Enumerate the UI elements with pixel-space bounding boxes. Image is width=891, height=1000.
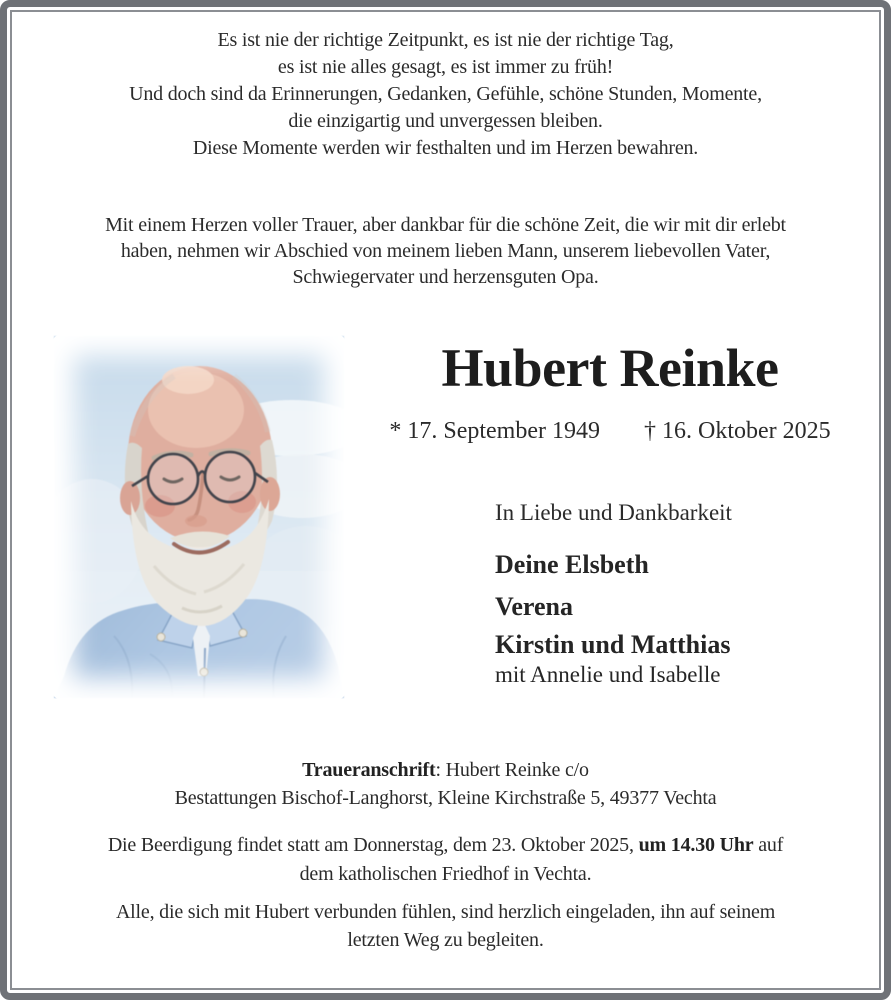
address-name: : Hubert Reinke c/o: [435, 759, 589, 781]
memorial-verse: [0, 27, 891, 162]
farewell-line: haben, nehmen wir Abschied von meinem lieben Mann, unserem liebevollen Vater,: [120, 240, 771, 262]
funeral-time: um 14.30 Uhr: [638, 834, 754, 856]
farewell-paragraph: [0, 212, 891, 290]
verse-line: Und doch sind da Erinnerungen, Gedanken, Gefühle, schöne Stunden, Momente,: [129, 83, 762, 105]
dedication-text: In Liebe und Dankbarkeit: [495, 500, 732, 525]
farewell-line: Schwiegervater und herzensguten Opa.: [292, 266, 599, 288]
portrait-illustration: [54, 336, 344, 698]
funeral-announcement: [0, 831, 891, 889]
life-dates: [380, 418, 840, 445]
farewell-line: Mit einem Herzen voller Trauer, aber dankbar für die schöne Zeit, die wir mit dir erlebt: [105, 214, 786, 236]
mourning-address: [0, 756, 891, 812]
mourner-name: Verena: [495, 592, 573, 621]
deceased-name: Hubert Reinke: [441, 338, 779, 398]
funeral-line-2: dem katholischen Friedhof in Vechta.: [299, 863, 592, 885]
invitation-text: [0, 898, 891, 954]
portrait-photo: [54, 336, 344, 698]
address-line-2: Bestattungen Bischof-Langhorst, Kleine Kirchstraße 5, 49377 Vechta: [174, 787, 717, 809]
verse-line: die einzigartig und unvergessen bleiben.: [288, 110, 603, 132]
verse-line: es ist nie alles gesagt, es ist immer zu früh!: [277, 56, 614, 78]
birth-date: * 17. September 1949: [389, 418, 600, 444]
mourner-grandchildren: mit Annelie und Isabelle: [495, 662, 721, 687]
address-label: Traueranschrift: [302, 759, 436, 781]
address-line-1: [0, 756, 891, 784]
funeral-line-1: Die Beerdigung findet statt am Donnerstag, dem 23. Oktober 2025, um 14.30 Uhr auf: [107, 834, 784, 856]
invitation-line-1: Alle, die sich mit Hubert verbunden fühlen, sind herzlich eingeladen, ihn auf seinem: [115, 901, 776, 923]
verse-line: Diese Momente werden wir festhalten und im Herzen bewahren.: [192, 137, 699, 159]
verse-line: Es ist nie der richtige Zeitpunkt, es ist nie der richtige Tag,: [217, 29, 674, 51]
mourner-name: Kirstin und Matthias: [495, 630, 731, 659]
death-date: † 16. Oktober 2025: [643, 418, 831, 444]
mourner-name: Deine Elsbeth: [495, 550, 649, 579]
invitation-line-2: letzten Weg zu begleiten.: [347, 929, 544, 951]
